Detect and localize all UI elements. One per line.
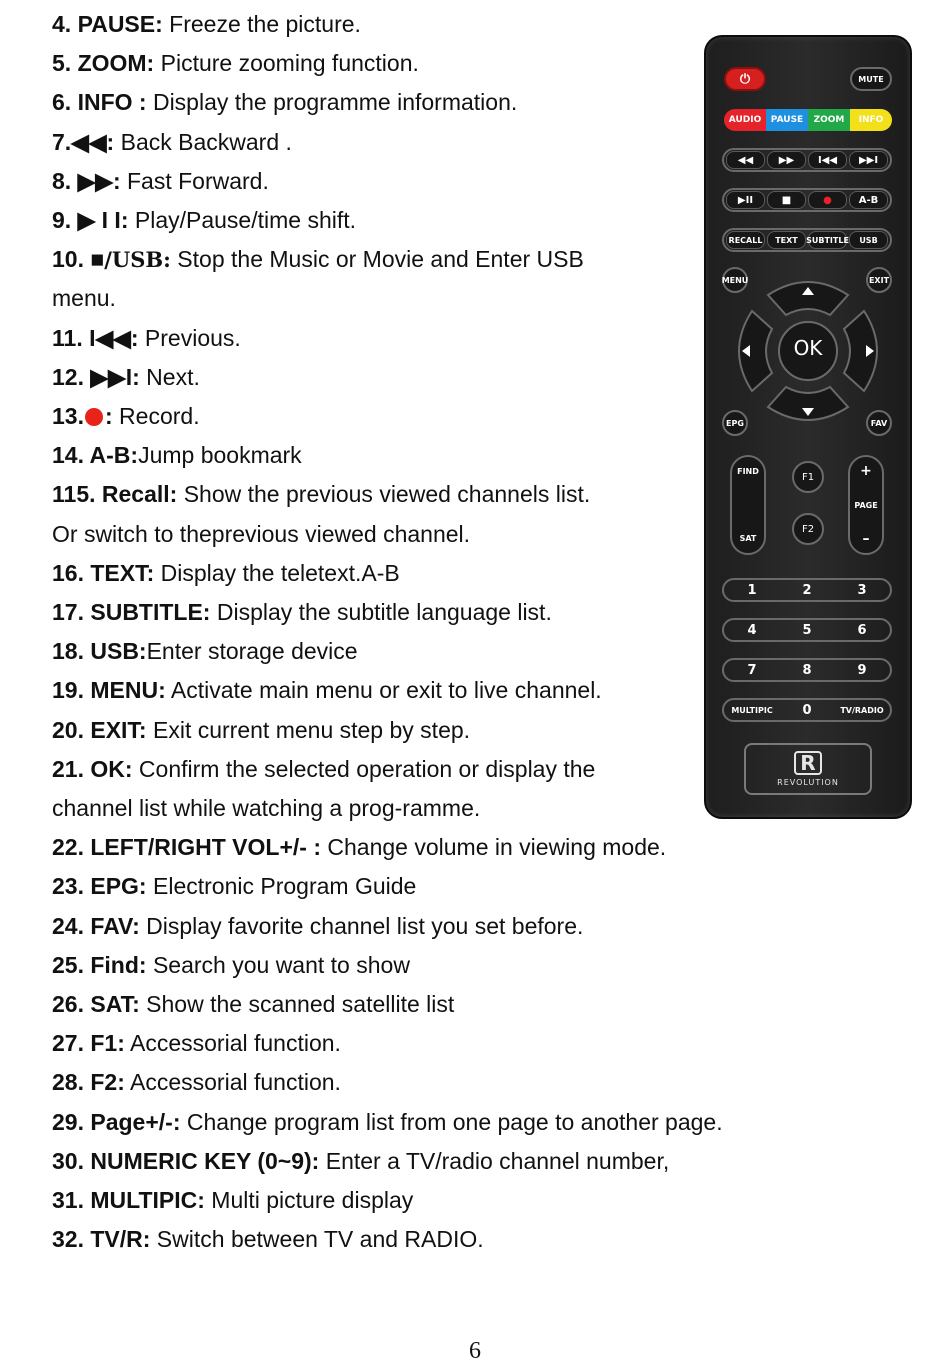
key-name: 22. LEFT/RIGHT VOL+/- : — [52, 834, 321, 861]
key-name-colon: : — [104, 403, 113, 429]
description-line — [52, 324, 241, 352]
key-name: 20. EXIT: — [52, 716, 147, 743]
key-description: Previous. — [138, 324, 241, 351]
key-description: Freeze the picture. — [162, 11, 361, 37]
description-line — [52, 88, 517, 116]
multipic-button: MULTIPIC — [731, 705, 773, 715]
number-key: 0 — [802, 702, 812, 718]
key-name: 32. TV/R: — [52, 1226, 151, 1253]
key-name: 4. PAUSE: — [52, 11, 163, 37]
color-key-info: INFO — [850, 109, 892, 131]
key-name: 31. MULTIPIC: — [52, 1187, 205, 1213]
find-label: FIND — [737, 467, 759, 476]
page-rocker — [848, 455, 884, 555]
description-line — [52, 363, 200, 391]
color-key-audio: AUDIO — [724, 109, 766, 131]
description-line — [52, 1068, 341, 1096]
description-line — [52, 441, 302, 469]
usb-button: USB — [849, 231, 888, 249]
key-description: Display favorite channel list you set before. — [139, 912, 584, 939]
color-key-zoom: ZOOM — [808, 109, 850, 131]
description-line — [52, 284, 116, 312]
description-line — [52, 1225, 484, 1253]
key-name: 25. Find: — [52, 951, 147, 978]
key-description: Play/Pause/time shift. — [128, 207, 357, 233]
key-name: 24. FAV: — [52, 912, 140, 939]
recall-button: RECALL — [726, 231, 765, 249]
key-description: Back Backward . — [114, 128, 292, 155]
mute-button: MUTE — [850, 67, 892, 91]
exit-button: EXIT — [866, 267, 892, 293]
description-line — [52, 128, 292, 156]
key-name: 18. USB: — [52, 638, 147, 665]
number-key: 3 — [857, 582, 867, 598]
power-button: ⏻ — [724, 67, 766, 91]
key-name: 7.◀◀: — [52, 128, 115, 155]
key-name: 21. OK: — [52, 755, 133, 782]
key-description: Or switch to theprevious viewed channel. — [52, 520, 471, 547]
sat-label: SAT — [739, 534, 757, 543]
description-line — [52, 598, 552, 626]
key-name: 9. ▶ I I: — [52, 207, 129, 233]
number-key: 2 — [802, 582, 812, 598]
number-key: 4 — [747, 622, 757, 638]
key-name: 16. TEXT: — [52, 559, 155, 586]
key-description: Display the subtitle language list. — [210, 599, 552, 625]
description-line — [52, 559, 400, 587]
f1-button: F1 — [792, 461, 824, 493]
key-description: Enter a TV/radio channel number, — [319, 1147, 670, 1174]
key-name: 14. A-B: — [52, 442, 139, 469]
menu-button: MENU — [722, 267, 748, 293]
description-line — [52, 872, 416, 900]
brand-name: REVOLUTION — [777, 778, 839, 787]
key-description: menu. — [52, 285, 116, 312]
f2-button: F2 — [792, 513, 824, 545]
next-button: ▶▶I — [849, 151, 888, 169]
brand-logo — [744, 743, 872, 795]
key-description: Next. — [139, 363, 200, 390]
usb-label: /USB: — [104, 247, 171, 273]
description-line — [52, 480, 590, 508]
key-description: Multi picture display — [204, 1187, 414, 1213]
number-key: 1 — [747, 582, 757, 598]
brand-mark-icon: R — [794, 751, 821, 775]
key-name: 29. Page+/-: — [52, 1108, 181, 1135]
key-description: Activate main menu or exit to live channel. — [165, 677, 602, 704]
ab-button: A-B — [849, 191, 888, 209]
rewind-button: ◀◀ — [726, 151, 765, 169]
key-name: 8. ▶▶: — [52, 167, 121, 194]
number-key: 6 — [857, 622, 867, 638]
description-line — [52, 1108, 723, 1136]
key-name: 10. ■ — [52, 246, 105, 273]
subtitle-button: SUBTITLE — [808, 231, 847, 249]
key-name: 23. EPG: — [52, 873, 147, 900]
key-description: Electronic Program Guide — [146, 873, 417, 900]
description-line — [52, 520, 470, 548]
key-description: Exit current menu step by step. — [146, 716, 471, 743]
description-line — [52, 755, 595, 783]
text-button: TEXT — [767, 231, 806, 249]
number-key: 8 — [802, 662, 812, 678]
key-description: Change program list from one page to another page. — [180, 1108, 723, 1135]
description-line — [52, 637, 358, 665]
key-description: Jump bookmark — [138, 442, 302, 469]
description-line — [52, 402, 200, 430]
description-line — [52, 716, 470, 744]
key-name: 5. ZOOM: — [52, 50, 155, 77]
fast-forward-button: ▶▶ — [767, 151, 806, 169]
key-name: 6. INFO : — [52, 89, 147, 116]
description-line — [52, 167, 269, 195]
record-dot-icon — [85, 408, 103, 426]
key-name: 12. ▶▶I: — [52, 363, 140, 390]
key-description: Fast Forward. — [120, 167, 269, 194]
key-name: 17. SUBTITLE: — [52, 599, 211, 625]
color-key-pause: PAUSE — [766, 109, 808, 131]
key-name: 19. MENU: — [52, 677, 166, 704]
key-description: Accessorial function. — [124, 1069, 341, 1096]
find-sat-rocker — [730, 455, 766, 555]
key-description: Switch between TV and RADIO. — [150, 1226, 484, 1253]
description-line — [52, 206, 356, 234]
description-line — [52, 794, 480, 822]
key-description: Show the scanned satellite list — [139, 991, 455, 1017]
page-number: 6 — [469, 1338, 481, 1364]
key-description: Search you want to show — [146, 951, 410, 978]
key-name: 27. F1: — [52, 1030, 125, 1057]
description-line — [52, 833, 666, 861]
key-description: channel list while watching a prog-ramme. — [52, 795, 481, 821]
description-line — [52, 1186, 413, 1214]
key-name: 115. Recall: — [52, 481, 178, 508]
key-description: Picture zooming function. — [154, 50, 419, 77]
page-label: PAGE — [854, 500, 878, 510]
key-description: Stop the Music or Movie and Enter USB — [170, 246, 584, 273]
key-name: 11. I◀◀: — [52, 324, 139, 351]
record-button: ● — [808, 191, 847, 209]
number-key: 7 — [747, 662, 757, 678]
key-name: 26. SAT: — [52, 991, 140, 1017]
key-description: Enter storage device — [146, 638, 358, 665]
remote-control-image — [704, 35, 912, 819]
fav-button: FAV — [866, 410, 892, 436]
previous-button: I◀◀ — [808, 151, 847, 169]
ok-label: OK — [793, 336, 823, 360]
page-minus-icon: – — [862, 531, 870, 547]
key-description: Accessorial function. — [124, 1030, 341, 1057]
number-key: 5 — [802, 622, 812, 638]
description-line — [52, 245, 584, 274]
number-key: 9 — [857, 662, 867, 678]
description-line — [52, 912, 583, 940]
dpad-up — [768, 282, 848, 315]
key-name: 28. F2: — [52, 1069, 125, 1096]
key-description: Display the programme information. — [146, 89, 518, 116]
description-line — [52, 1029, 341, 1057]
key-name: 30. NUMERIC KEY (0~9): — [52, 1147, 320, 1174]
description-line — [52, 1147, 669, 1175]
description-line — [52, 49, 419, 77]
description-line — [52, 951, 410, 979]
page-plus-icon: + — [860, 463, 872, 479]
play-pause-button: ▶II — [726, 191, 765, 209]
key-description: Confirm the selected operation or display the — [132, 755, 596, 782]
description-line — [52, 990, 454, 1018]
key-description: Record. — [112, 403, 200, 429]
stop-button: ■ — [767, 191, 806, 209]
key-description: Change volume in viewing mode. — [321, 834, 667, 861]
description-line — [52, 10, 361, 38]
description-line — [52, 676, 602, 704]
key-name: 13. — [52, 403, 84, 429]
key-description: Display the teletext.A-B — [154, 559, 400, 586]
epg-button: EPG — [722, 410, 748, 436]
key-description: Show the previous viewed channels list. — [177, 481, 591, 508]
tv-radio-button: TV/RADIO — [840, 705, 884, 715]
